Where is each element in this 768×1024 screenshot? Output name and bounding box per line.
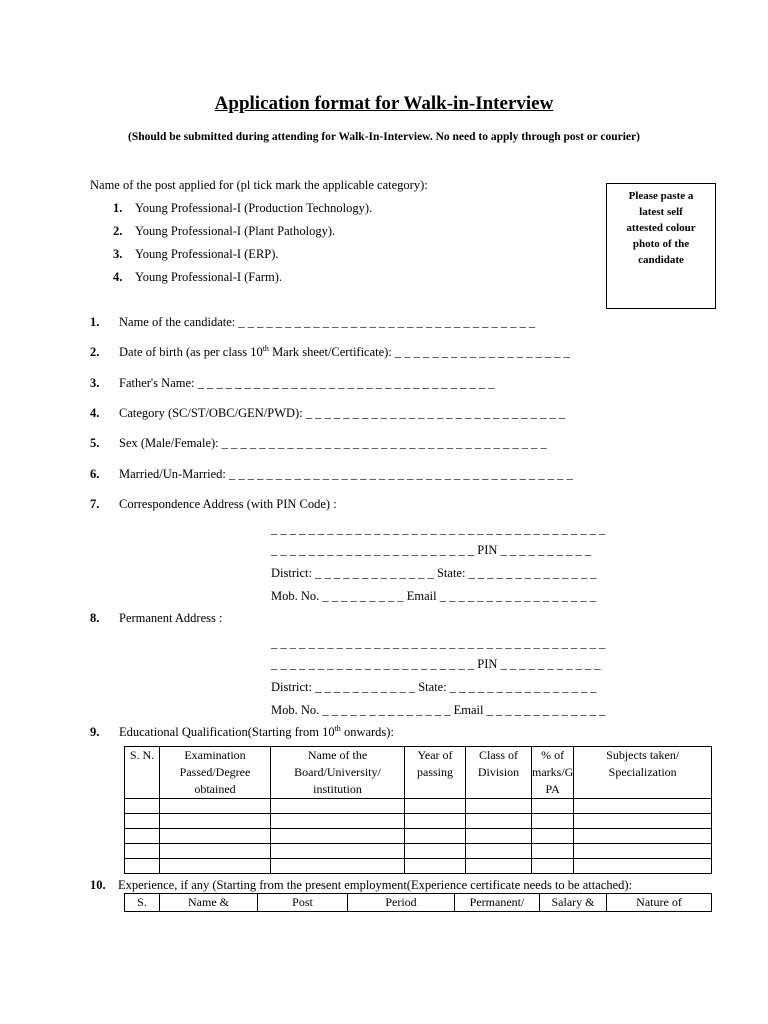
field-number: 7. [90,497,100,511]
field-permanent-address [90,611,222,626]
table-row [125,844,712,859]
field-label: Experience, if any (Starting from the present employment(Experience certificate needs to be attached): [118,878,633,892]
experience-table [124,893,712,912]
post-option-label: Young Professional-I (ERP). [135,247,279,261]
field-correspondence-address [90,497,337,512]
post-option-label: Young Professional-I (Farm). [135,270,282,284]
perm-address-line-1[interactable]: _ _ _ _ _ _ _ _ _ _ _ _ _ _ _ _ _ _ _ _ _ _ _ _ _ _ _ _ _ _ _ _ _ _ _ _ [271,636,606,650]
field-candidate-name[interactable] [90,315,535,330]
table-row [125,814,712,829]
field-date-of-birth[interactable] [90,345,570,360]
field-label: Sex (Male/Female): _ _ _ _ _ _ _ _ _ _ _ _ _ _ _ _ _ _ _ _ _ _ _ _ _ _ _ _ _ _ _ _ _ _ _ [119,436,547,450]
table-cell[interactable] [574,844,712,859]
field-marital-status[interactable] [90,467,573,482]
col-header-class: Class of Division [466,747,532,799]
table-cell[interactable] [271,859,405,874]
post-option-4[interactable] [113,270,282,285]
post-applied-label: Name of the post applied for (pl tick mark the applicable category): [90,178,428,192]
post-option-number: 1. [113,201,123,215]
photo-line: attested colour [626,222,696,234]
field-label-cont: Mark sheet/Certificate): _ _ _ _ _ _ _ _ _ _ _ _ _ _ _ _ _ _ _ [268,345,570,359]
field-label: Educational Qualification(Starting from 10 [119,725,335,739]
table-cell[interactable] [125,799,160,814]
field-number: 8. [90,611,100,625]
corr-address-line-2[interactable]: _ _ _ _ _ _ _ _ _ _ _ _ _ _ _ _ _ _ _ _ _ _ PIN _ _ _ _ _ _ _ _ _ _ [271,543,592,557]
col-header-subjects: Subjects taken/ Specialization [574,747,712,799]
table-cell[interactable] [271,829,405,844]
table-cell[interactable] [466,799,532,814]
col-header-examination: Examination Passed/Degree obtained [160,747,271,799]
page-title: Application format for Walk-in-Interview [214,93,554,114]
field-experience [90,878,632,893]
table-cell[interactable] [160,814,271,829]
table-cell[interactable] [125,814,160,829]
field-label-cont: onwards): [340,725,394,739]
field-number: 1. [90,315,100,329]
photo-line: Please paste a [628,190,694,202]
col-header-sn: S. N. [125,747,160,799]
page-subtitle: (Should be submitted during attending for Walk-In-Interview. No need to apply through post or courier) [128,131,640,143]
field-superscript: th [262,343,269,353]
col-header-board: Name of the Board/University/ institution [271,747,405,799]
table-cell[interactable] [532,859,574,874]
table-cell[interactable] [125,829,160,844]
post-option-label: Young Professional-I (Production Technology). [135,201,373,215]
table-cell[interactable] [405,859,466,874]
field-number: 9. [90,725,100,739]
experience-header-row [125,894,712,912]
perm-address-mobile-email[interactable]: Mob. No. _ _ _ _ _ _ _ _ _ _ _ _ _ _ Email _ _ _ _ _ _ _ _ _ _ _ _ _ [271,703,606,717]
table-cell[interactable] [160,799,271,814]
table-cell[interactable] [125,859,160,874]
table-cell[interactable] [532,799,574,814]
col-header-post: Post [258,894,348,912]
post-option-number: 3. [113,247,123,261]
table-cell[interactable] [466,844,532,859]
corr-address-mobile-email[interactable]: Mob. No. _ _ _ _ _ _ _ _ _ Email _ _ _ _ _ _ _ _ _ _ _ _ _ _ _ _ _ [271,589,596,603]
table-cell[interactable] [466,814,532,829]
corr-address-district-state[interactable]: District: _ _ _ _ _ _ _ _ _ _ _ _ _ State: _ _ _ _ _ _ _ _ _ _ _ _ _ _ [271,566,597,580]
table-cell[interactable] [271,799,405,814]
table-cell[interactable] [405,829,466,844]
post-option-2[interactable] [113,224,335,239]
table-cell[interactable] [160,859,271,874]
table-cell[interactable] [405,799,466,814]
field-label: Category (SC/ST/OBC/GEN/PWD): _ _ _ _ _ _ _ _ _ _ _ _ _ _ _ _ _ _ _ _ _ _ _ _ _ _ _ _ [119,406,566,420]
post-option-label: Young Professional-I (Plant Pathology). [135,224,336,238]
photo-line: photo of the [632,238,690,250]
col-header-nature: Nature of [607,894,712,912]
table-row [125,859,712,874]
table-cell[interactable] [405,814,466,829]
field-category[interactable] [90,406,565,421]
field-sex[interactable] [90,436,547,451]
col-header-marks: % of marks/G PA [532,747,574,799]
table-cell[interactable] [125,844,160,859]
post-option-1[interactable] [113,201,372,216]
table-cell[interactable] [532,844,574,859]
photo-box [606,183,716,309]
photo-line: candidate [638,254,684,266]
col-header-period: Period [348,894,455,912]
col-header-permanent: Permanent/ [455,894,540,912]
table-cell[interactable] [466,829,532,844]
col-header-name: Name & [160,894,258,912]
table-cell[interactable] [405,844,466,859]
field-number: 10. [90,878,106,892]
perm-address-district-state[interactable]: District: _ _ _ _ _ _ _ _ _ _ _ State: _ _ _ _ _ _ _ _ _ _ _ _ _ _ _ _ [271,680,597,694]
col-header-sn: S. [125,894,160,912]
education-table [124,746,712,874]
field-father-name[interactable] [90,376,495,391]
table-cell[interactable] [271,844,405,859]
corr-address-line-1[interactable]: _ _ _ _ _ _ _ _ _ _ _ _ _ _ _ _ _ _ _ _ _ _ _ _ _ _ _ _ _ _ _ _ _ _ _ _ [271,522,606,536]
field-number: 6. [90,467,100,481]
photo-line: latest self [639,206,683,218]
table-cell[interactable] [574,859,712,874]
field-number: 2. [90,345,100,359]
perm-address-line-2[interactable]: _ _ _ _ _ _ _ _ _ _ _ _ _ _ _ _ _ _ _ _ _ _ PIN _ _ _ _ _ _ _ _ _ _ _ [271,657,601,671]
table-cell[interactable] [574,829,712,844]
table-cell[interactable] [574,814,712,829]
post-option-number: 2. [113,224,123,238]
table-row [125,799,712,814]
field-label: Date of birth (as per class 10 [119,345,263,359]
col-header-salary: Salary & [540,894,607,912]
col-header-year: Year of passing [405,747,466,799]
post-option-3[interactable] [113,247,279,262]
field-label: Permanent Address : [119,611,223,625]
photo-instruction [607,184,715,268]
field-label: Married/Un-Married: _ _ _ _ _ _ _ _ _ _ _ _ _ _ _ _ _ _ _ _ _ _ _ _ _ _ _ _ _ _ _ _ _ _ _ _ _ [119,467,573,481]
education-header-row [125,747,712,799]
table-cell[interactable] [160,844,271,859]
field-educational-qualification [90,725,394,740]
field-superscript: th [334,723,341,733]
table-cell[interactable] [532,814,574,829]
field-number: 3. [90,376,100,390]
post-option-number: 4. [113,270,123,284]
table-cell[interactable] [271,814,405,829]
field-label: Name of the candidate: _ _ _ _ _ _ _ _ _ _ _ _ _ _ _ _ _ _ _ _ _ _ _ _ _ _ _ _ _ _ _ _ [119,315,536,329]
field-label: Father's Name: _ _ _ _ _ _ _ _ _ _ _ _ _ _ _ _ _ _ _ _ _ _ _ _ _ _ _ _ _ _ _ _ [119,376,495,390]
field-label: Correspondence Address (with PIN Code) : [119,497,337,511]
table-cell[interactable] [574,799,712,814]
table-cell[interactable] [532,829,574,844]
field-number: 5. [90,436,100,450]
table-row [125,829,712,844]
field-number: 4. [90,406,100,420]
table-cell[interactable] [466,859,532,874]
table-cell[interactable] [160,829,271,844]
